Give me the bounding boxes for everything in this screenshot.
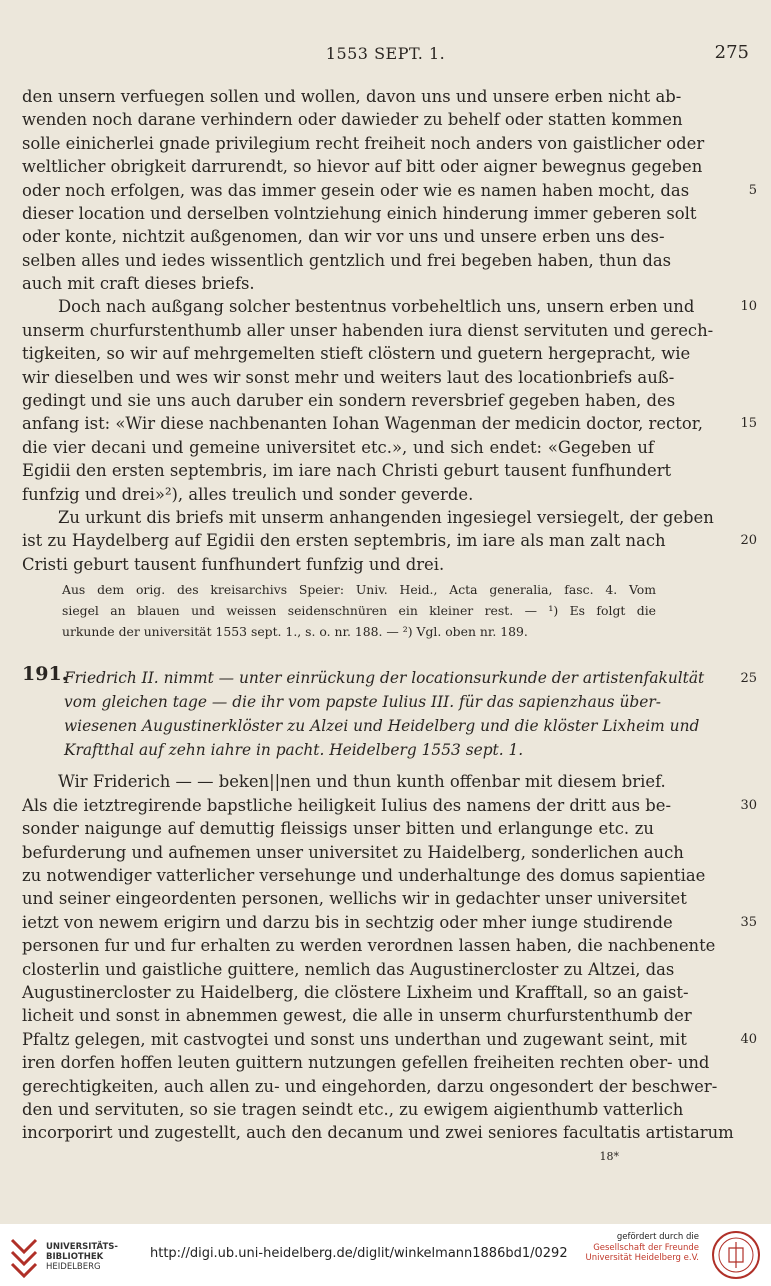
text-line: gedingt und sie uns auch daruber ein sondern reversbrief gegeben haben, des — [22, 391, 676, 410]
text-line: Wir Friderich — — beken||nen und thun kunth offenbar mit diesem brief. — [58, 772, 666, 791]
line-number: 30 — [740, 798, 757, 813]
signature-mark: 18* — [599, 1150, 619, 1163]
text-line: tigkeiten, so wir auf mehrgemelten stieft clöstern und guetern hergepracht, wie — [22, 344, 691, 363]
text-line: die vier decani und gemeine universitet etc.», und sich endet: «Gegeben uf — [22, 438, 654, 457]
line-number: 25 — [740, 671, 757, 686]
permalink-url[interactable]: http://digi.ub.uni-heidelberg.de/diglit/winkelmann1886bd1/0292 — [150, 1246, 568, 1261]
text-line: Als die ietztregirende bapstliche heiligkeit Iulius des namens der dritt aus be- — [22, 796, 672, 815]
line-number: 5 — [748, 183, 757, 198]
text-line: Egidii den ersten septembris, im iare nach Christi geburt tausent funfhundert — [22, 461, 672, 480]
text-line: ist zu Haydelberg auf Egidii den ersten septembris, im iare als man zalt nach — [22, 531, 666, 550]
text-line: incorporirt und zugestellt, auch den decanum und zwei seniores facultatis artistarum — [22, 1123, 734, 1142]
text-line: weltlicher obrigkeit darrurendt, so hievor auf bitt oder aigner bewegnus gegeben — [22, 157, 703, 176]
text-line: Augustinercloster zu Haidelberg, die clöstere Lixheim und Krafftall, so an gaist- — [22, 983, 689, 1002]
text-line: Pfaltz gelegen, mit castvogtei und sonst uns underthan und zugewant seint, mit — [22, 1030, 687, 1049]
text-line: den und servituten, so sie tragen seindt etc., zu ewigem aigienthumb vatterlich — [22, 1100, 684, 1119]
text-line: Doch nach außgang solcher bestentnus vorbeheltlich uns, unsern erben und — [58, 297, 695, 316]
text-line: wir dieselben und wes wir sonst mehr und weiters laut des locationbriefs auß- — [22, 368, 675, 387]
line-number: 20 — [740, 533, 757, 548]
running-title: 1553 SEPT. 1. — [325, 44, 446, 63]
page-number: 275 — [714, 42, 749, 63]
text-line: unserm churfurstenthumb aller unser habenden iura dienst servituten und gerech- — [22, 321, 714, 340]
digitization-footer — [0, 1224, 771, 1286]
text-line: anfang ist: «Wir diese nachbenanten Iohan Wagenman der medicin doctor, rector, — [22, 414, 703, 433]
sponsor-credit: gefördert durch die Gesellschaft der Freunde Universität Heidelberg e.V. — [585, 1232, 699, 1263]
text-line: personen fur und fur erhalten zu werden verordnen lassen haben, die nachbenente — [22, 936, 716, 955]
text-line: closterlin und gaistliche guittere, nemlich das Augustinercloster zu Altzei, das — [22, 960, 675, 979]
text-line: Zu urkunt dis briefs mit unserm anhangenden ingesiegel versiegelt, der geben — [58, 508, 714, 527]
text-line: befurderung und aufnemen unser universitet zu Haidelberg, sonderlichen auch — [22, 843, 684, 862]
section-number: 191. — [22, 663, 69, 685]
text-line: gerechtigkeiten, auch allen zu- und eingehorden, darzu ongesondert der beschwer- — [22, 1077, 718, 1096]
text-line: oder konte, nichtzit außgenomen, dan wir vor uns und unsere erben uns des- — [22, 227, 665, 246]
text-line: funfzig und drei»²), alles treulich und sonder geverde. — [22, 485, 474, 504]
source-note: siegel an blauen und weissen seidenschnüren ein kleiner rest. — ¹) Es folgt die — [62, 603, 656, 618]
section-title-line: Kraftthal auf zehn iahre in pacht. Heidelberg 1553 sept. 1. — [64, 741, 524, 759]
source-note: urkunde der universität 1553 sept. 1., s. o. nr. 188. — ²) Vgl. oben nr. 189. — [62, 624, 528, 639]
text-line: iren dorfen hoffen leuten guittern nutzungen gefellen freiheiten rechten ober- und — [22, 1053, 710, 1072]
institution-name: UNIVERSITÄTS- BIBLIOTHEK HEIDELBERG — [46, 1242, 118, 1272]
source-note: Aus dem orig. des kreisarchivs Speier: Univ. Heid., Acta generalia, fasc. 4. Vom — [62, 582, 656, 597]
text-line: sonder naigunge auf demuttig fleissigs unser bitten und erlangunge etc. zu — [22, 819, 654, 838]
section-title-line: wiesenen Augustinerklöster zu Alzei und Heidelberg und die klöster Lixheim und — [64, 717, 700, 735]
line-number: 15 — [740, 416, 757, 431]
text-line: und seiner eingeordenten personen, wellichs wir in gedachter unser universitet — [22, 889, 687, 908]
text-line: wenden noch darane verhindern oder dawieder zu behelf oder statten kommen — [22, 110, 683, 129]
line-number: 35 — [740, 915, 757, 930]
line-number: 10 — [740, 299, 757, 314]
text-line: auch mit craft dieses briefs. — [22, 274, 255, 293]
university-library-logo — [8, 1236, 40, 1278]
text-line: den unsern verfuegen sollen und wollen, davon uns und unsere erben nicht ab- — [22, 87, 682, 106]
section-title-line: Friedrich II. nimmt — unter einrückung der locationsurkunde der artistenfakultät — [64, 669, 705, 687]
text-line: dieser location und derselben volntziehung einich hinderung immer geberen solt — [22, 204, 697, 223]
text-line: oder noch erfolgen, was das immer gesein oder wie es namen haben mocht, das — [22, 181, 690, 200]
text-line: Cristi geburt tausent funfhundert funfzig und drei. — [22, 555, 445, 574]
text-line: zu notwendiger vatterlicher versehunge und underhaltunge des domus sapientiae — [22, 866, 706, 885]
line-number: 40 — [740, 1032, 757, 1047]
text-line: solle einicherlei gnade privilegium recht freiheit noch anders von gaistlicher oder — [22, 134, 705, 153]
university-seal-icon — [711, 1230, 761, 1280]
text-line: ietzt von newem erigirn und darzu bis in sechtzig oder mher iunge studirende — [22, 913, 673, 932]
text-line: selben alles und iedes wissentlich gentzlich und frei begeben haben, thun das — [22, 251, 672, 270]
section-title-line: vom gleichen tage — die ihr vom papste Iulius III. für das sapienzhaus über- — [64, 693, 661, 711]
text-line: licheit und sonst in abnemmen gewest, die alle in unserm churfurstenthumb der — [22, 1006, 692, 1025]
